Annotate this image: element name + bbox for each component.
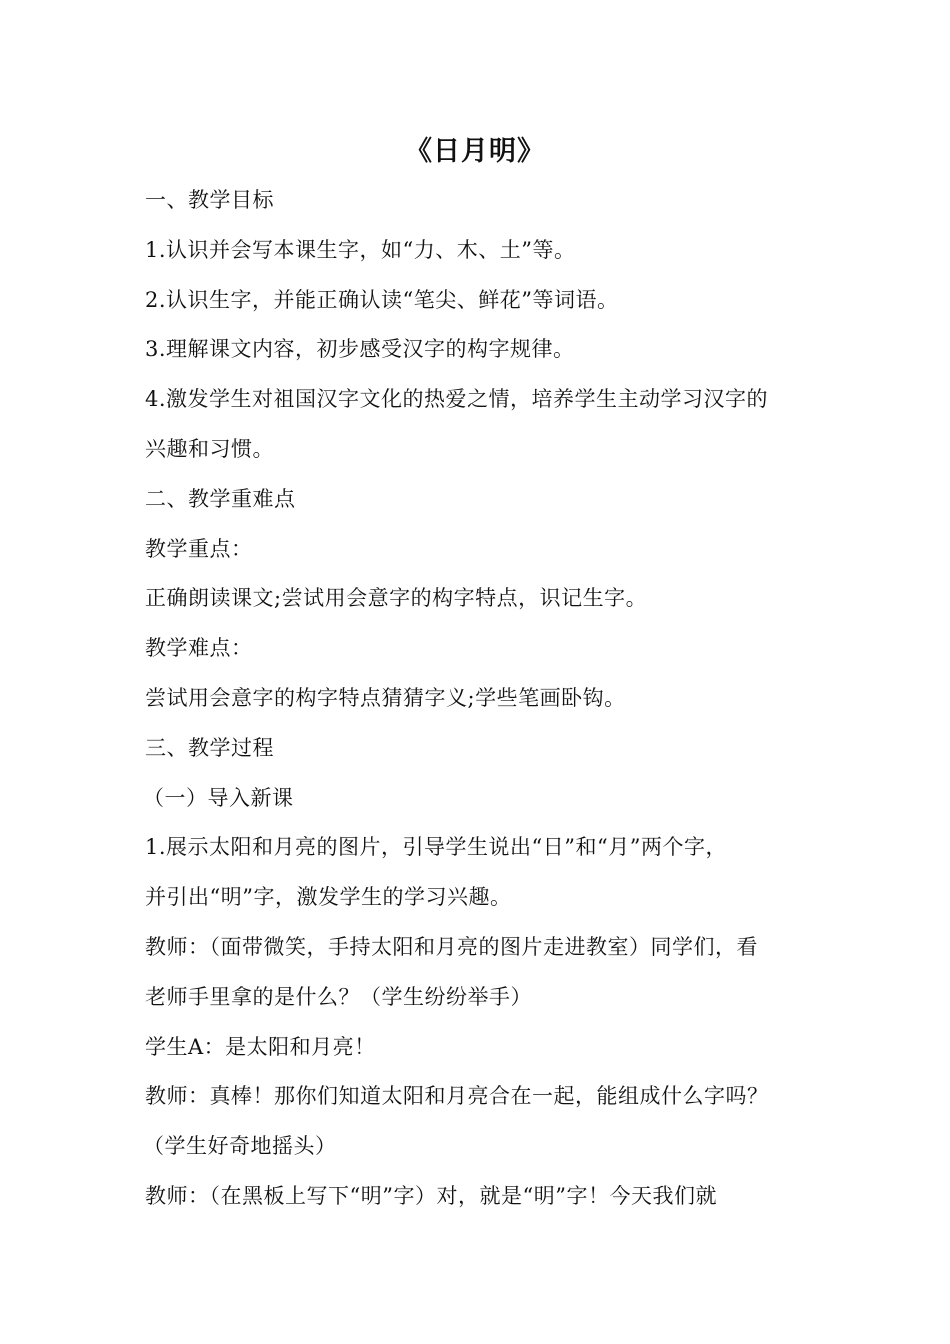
paragraph: 3.理解课文内容，初步感受汉字的构字规律。 [145, 337, 575, 362]
dialogue-line: 教师：（在黑板上写下“明”字）对，就是“明”字！今天我们就 [145, 1183, 717, 1208]
paragraph: 尝试用会意字的构字特点猜猜字义;学些笔画卧钩。 [145, 685, 626, 710]
paragraph: 1.认识并会写本课生字，如“力、木、土”等。 [145, 237, 576, 262]
section-heading-objectives: 一、教学目标 [145, 188, 274, 212]
section-heading-key-points: 二、教学重难点 [145, 486, 296, 511]
subheading-difficulty: 教学难点： [145, 636, 253, 661]
subheading-key-point: 教学重点： [145, 536, 253, 561]
dialogue-line: 学生A：是太阳和月亮！ [145, 1034, 376, 1059]
paragraph: 1.展示太阳和月亮的图片，引导学生说出“日”和“月”两个字， [145, 835, 727, 860]
paragraph: 正确朗读课文;尝试用会意字的构字特点，识记生字。 [145, 586, 648, 611]
paragraph-continuation: 兴趣和习惯。 [145, 436, 274, 461]
stage-direction: （学生好奇地摇头） [143, 1134, 337, 1159]
dialogue-line: 教师：真棒！那你们知道太阳和月亮合在一起，能组成什么字吗？ [145, 1084, 769, 1109]
paragraph: 4.激发学生对祖国汉字文化的热爱之情，培养学生主动学习汉字的 [145, 387, 769, 412]
subheading-introduction: （一）导入新课 [143, 785, 294, 810]
paragraph: 2.认识生字，并能正确认读“笔尖、鲜花”等词语。 [145, 287, 619, 312]
dialogue-line: 教师：（面带微笑，手持太阳和月亮的图片走进教室）同学们，看 [145, 934, 758, 959]
paragraph-continuation: 并引出“明”字，激发学生的学习兴趣。 [145, 885, 512, 910]
section-heading-process: 三、教学过程 [145, 735, 274, 760]
document-body [145, 180, 810, 1226]
document-title: 《日月明》 [405, 136, 545, 167]
dialogue-continuation: 老师手里拿的是什么？（学生纷纷举手） [145, 984, 532, 1009]
